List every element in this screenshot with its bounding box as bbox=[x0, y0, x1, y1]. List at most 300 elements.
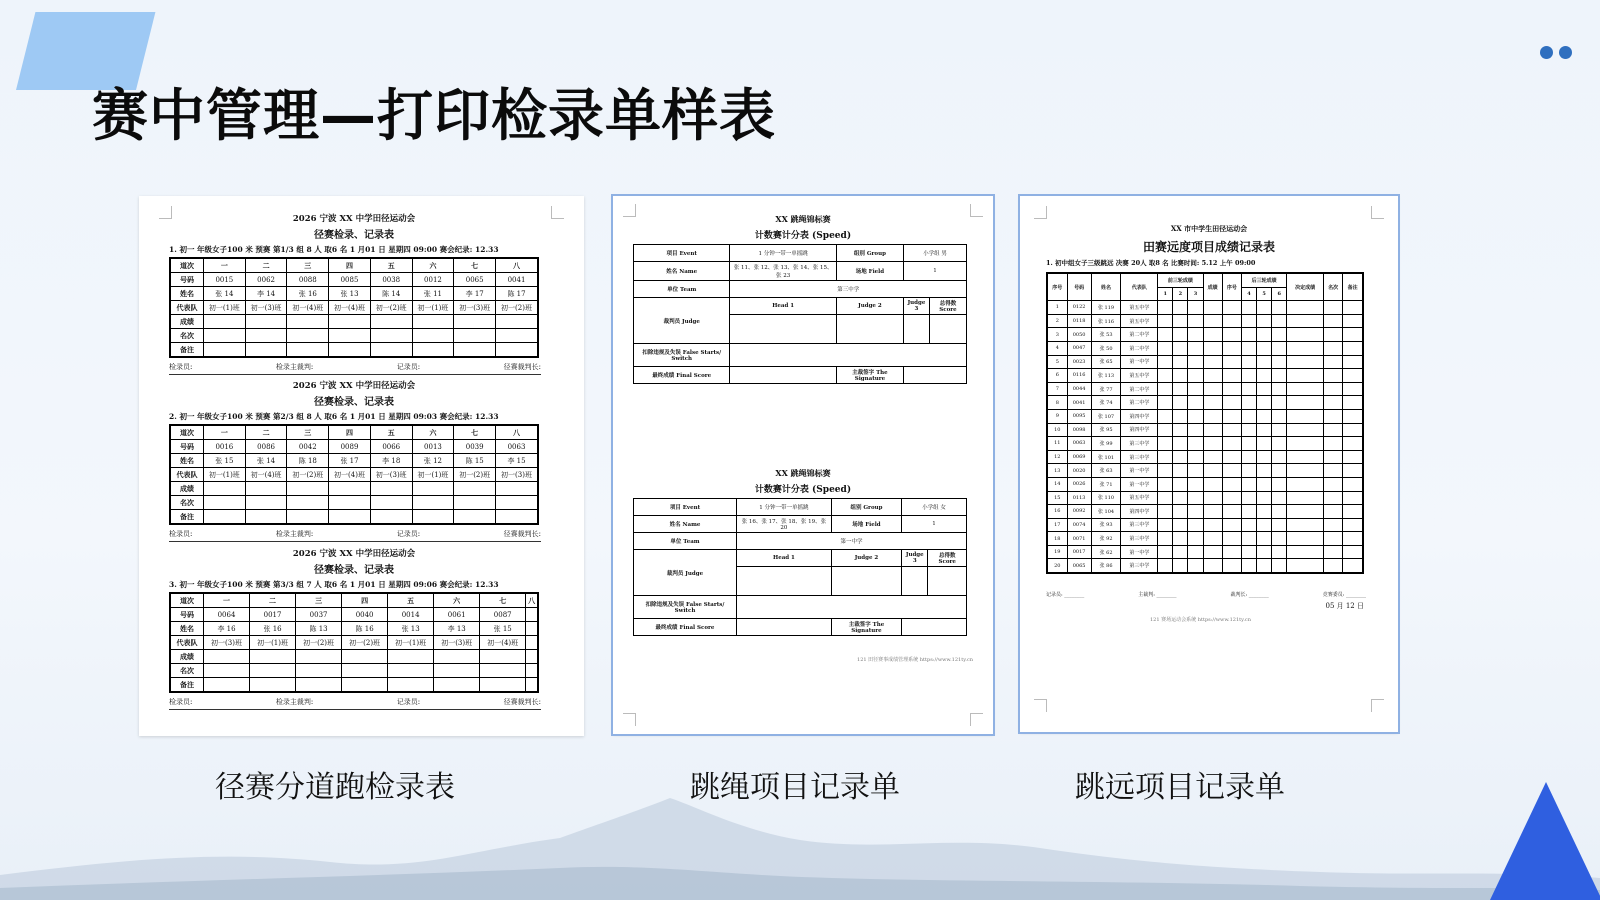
table-cell: Judge 3 bbox=[902, 550, 928, 567]
table-cell bbox=[329, 482, 371, 496]
table-cell: 总得数 Score bbox=[929, 298, 966, 315]
table-cell: 张 119 bbox=[1091, 301, 1121, 315]
table-cell bbox=[1158, 341, 1173, 355]
header-cell: 三 bbox=[287, 425, 329, 440]
heat-org: 2026 宁波 XX 中学田径运动会 bbox=[292, 549, 416, 559]
table-cell bbox=[1287, 314, 1324, 328]
table-cell: 0044 bbox=[1067, 382, 1091, 396]
table-cell bbox=[245, 315, 287, 329]
table-cell bbox=[1257, 328, 1272, 342]
table-cell bbox=[370, 329, 412, 343]
table-cell: 0074 bbox=[1067, 518, 1091, 532]
table-cell bbox=[1287, 301, 1324, 315]
table-cell bbox=[454, 496, 496, 510]
table-cell bbox=[496, 510, 538, 525]
header-cell: 一 bbox=[204, 258, 246, 273]
table-cell bbox=[1173, 518, 1188, 532]
table-cell bbox=[1188, 314, 1203, 328]
table-cell bbox=[329, 329, 371, 343]
table-cell bbox=[1203, 532, 1222, 546]
table-cell bbox=[329, 315, 371, 329]
table-cell bbox=[1222, 301, 1241, 315]
table-row bbox=[634, 516, 967, 533]
table-cell: 张 11 bbox=[412, 287, 454, 301]
table-row bbox=[170, 440, 538, 454]
table-row bbox=[1047, 328, 1363, 342]
table-row bbox=[170, 650, 538, 664]
table-cell bbox=[370, 315, 412, 329]
table-cell: 11 bbox=[1047, 437, 1067, 451]
table-cell: 第三中学 bbox=[1121, 532, 1158, 546]
table-cell: 0013 bbox=[412, 440, 454, 454]
table-cell bbox=[287, 329, 329, 343]
heat-table bbox=[169, 592, 539, 693]
table-cell: 1 bbox=[1047, 301, 1067, 315]
table-cell bbox=[1241, 328, 1256, 342]
table-cell: 张 110 bbox=[1091, 491, 1121, 505]
table-cell bbox=[388, 664, 434, 678]
table-cell: 13 bbox=[1047, 464, 1067, 478]
table-cell bbox=[1222, 314, 1241, 328]
table-cell bbox=[1287, 369, 1324, 383]
table-cell bbox=[1222, 328, 1241, 342]
table-row bbox=[1047, 505, 1363, 519]
table-cell bbox=[1203, 437, 1222, 451]
table-cell bbox=[1158, 518, 1173, 532]
table-cell bbox=[1222, 477, 1241, 491]
table-cell: 0014 bbox=[388, 608, 434, 622]
table-row bbox=[1047, 450, 1363, 464]
header-cell: 四 bbox=[329, 258, 371, 273]
table-cell bbox=[1343, 396, 1363, 410]
table-cell: 1 分钟一带一单摇跳 bbox=[730, 245, 836, 262]
table-cell bbox=[1188, 423, 1203, 437]
table-cell: 组别 Group bbox=[836, 245, 903, 262]
table-cell bbox=[1158, 545, 1173, 559]
table-cell bbox=[1203, 314, 1222, 328]
heat-table bbox=[169, 424, 539, 525]
table-cell bbox=[1173, 341, 1188, 355]
sheet3-date: 05 月 12 日 bbox=[1325, 602, 1364, 610]
table-cell bbox=[1241, 518, 1256, 532]
table-cell bbox=[1173, 369, 1188, 383]
table-cell: 19 bbox=[1047, 545, 1067, 559]
table-cell bbox=[204, 343, 246, 358]
table-cell bbox=[1173, 477, 1188, 491]
table-cell bbox=[1203, 409, 1222, 423]
table-cell bbox=[1241, 423, 1256, 437]
table-cell: 0062 bbox=[245, 273, 287, 287]
table-cell bbox=[1158, 505, 1173, 519]
table-cell: 9 bbox=[1047, 409, 1067, 423]
table-cell: 张 13 bbox=[329, 287, 371, 301]
table-row bbox=[170, 454, 538, 468]
sheet2-footer: 121 田径赛事成绩管理系统 https://www.121ty.cn bbox=[857, 657, 973, 663]
table-cell bbox=[204, 678, 250, 693]
table-cell bbox=[1158, 301, 1173, 315]
table-cell bbox=[928, 567, 967, 596]
table-row bbox=[170, 482, 538, 496]
table-cell bbox=[1257, 355, 1272, 369]
table-cell: 0050 bbox=[1067, 328, 1091, 342]
table-cell bbox=[736, 596, 966, 619]
table-cell bbox=[1188, 545, 1203, 559]
table-cell bbox=[1272, 314, 1287, 328]
table-row bbox=[1047, 518, 1363, 532]
table-cell: Judge 2 bbox=[836, 298, 903, 315]
page-title: 赛中管理—打印检录单样表 bbox=[92, 84, 776, 149]
table-cell bbox=[1188, 382, 1203, 396]
table-cell: 名次 bbox=[170, 329, 204, 343]
table-cell: 第三中学 bbox=[730, 281, 967, 298]
table-cell bbox=[204, 329, 246, 343]
table-cell bbox=[412, 482, 454, 496]
table-cell bbox=[342, 650, 388, 664]
table-cell bbox=[1272, 396, 1287, 410]
table-cell bbox=[342, 664, 388, 678]
header-cell: 七 bbox=[454, 425, 496, 440]
signature-label: 主裁判: ________ bbox=[1138, 592, 1177, 598]
table-cell: 姓名 bbox=[170, 622, 204, 636]
table-cell bbox=[1272, 341, 1287, 355]
table-cell bbox=[1343, 355, 1363, 369]
table-cell: 0039 bbox=[454, 440, 496, 454]
table-cell bbox=[1222, 559, 1241, 573]
table-cell bbox=[1188, 464, 1203, 478]
table-cell: 张 62 bbox=[1091, 545, 1121, 559]
table-row bbox=[634, 245, 967, 262]
table-cell bbox=[1272, 532, 1287, 546]
table-cell bbox=[1324, 518, 1343, 532]
decorative-triangle bbox=[1490, 782, 1600, 900]
table-cell: 张 86 bbox=[1091, 559, 1121, 573]
table-cell bbox=[1173, 355, 1188, 369]
table-cell bbox=[434, 664, 480, 678]
table-cell: 第四中学 bbox=[1121, 423, 1158, 437]
table-cell bbox=[1272, 450, 1287, 464]
table-row bbox=[1047, 545, 1363, 559]
header-cell: 后三轮成绩 bbox=[1241, 273, 1286, 287]
table-cell: 0038 bbox=[370, 273, 412, 287]
table-cell: 张 15 bbox=[480, 622, 526, 636]
header-cell: 名次 bbox=[1324, 273, 1343, 301]
table-row bbox=[634, 344, 967, 367]
table-cell bbox=[1272, 437, 1287, 451]
table-cell bbox=[329, 510, 371, 525]
table-cell: 初一(2)班 bbox=[496, 301, 538, 315]
header-cell: 道次 bbox=[170, 425, 204, 440]
table-cell: 张 71 bbox=[1091, 477, 1121, 491]
table-cell bbox=[1343, 382, 1363, 396]
table-cell bbox=[1257, 409, 1272, 423]
table-cell: 张 65 bbox=[1091, 355, 1121, 369]
table-cell bbox=[1241, 314, 1256, 328]
table-cell: 0037 bbox=[296, 608, 342, 622]
table-cell bbox=[1222, 464, 1241, 478]
table-cell: 0064 bbox=[204, 608, 250, 622]
document-rope-skipping[interactable] bbox=[613, 196, 993, 734]
table-cell bbox=[1287, 423, 1324, 437]
table-cell: 裁判员 Judge bbox=[634, 298, 730, 344]
table-row bbox=[1047, 532, 1363, 546]
header-cell: 三 bbox=[296, 593, 342, 608]
table-cell: 初一(4)班 bbox=[329, 468, 371, 482]
table-cell bbox=[1324, 437, 1343, 451]
table-cell: 第一中学 bbox=[1121, 464, 1158, 478]
table-cell: 第五中学 bbox=[1121, 491, 1158, 505]
table-row bbox=[170, 636, 538, 650]
table-cell: 0041 bbox=[1067, 396, 1091, 410]
table-cell: 陈 14 bbox=[370, 287, 412, 301]
table-cell: 张 12 bbox=[412, 454, 454, 468]
header-cell: 二 bbox=[245, 425, 287, 440]
header-cell: 三 bbox=[287, 258, 329, 273]
table-cell: 0122 bbox=[1067, 301, 1091, 315]
table-cell bbox=[412, 315, 454, 329]
table-cell: 初一(3)班 bbox=[454, 301, 496, 315]
signature-label: 检录员: bbox=[169, 698, 193, 706]
table-cell bbox=[1173, 491, 1188, 505]
table-cell: 组别 Group bbox=[831, 499, 901, 516]
table-cell: 初一(4)班 bbox=[287, 301, 329, 315]
signature-label: 记录员: bbox=[396, 363, 421, 371]
table-cell: 备注 bbox=[170, 510, 204, 525]
table-header-row bbox=[1047, 273, 1363, 287]
table-cell: 李 16 bbox=[204, 622, 250, 636]
form-title: 计数赛计分表 (Speed) bbox=[754, 485, 852, 495]
table-row bbox=[1047, 382, 1363, 396]
table-cell: 第二中学 bbox=[1121, 396, 1158, 410]
table-cell: 张 16、张 17、张 18、张 19、张 20 bbox=[736, 516, 831, 533]
table-row bbox=[170, 622, 538, 636]
caption-longjump: 跳远项目记录单 bbox=[1075, 770, 1285, 805]
table-cell bbox=[1272, 301, 1287, 315]
table-cell bbox=[1203, 450, 1222, 464]
table-cell bbox=[250, 664, 296, 678]
table-cell: 陈 17 bbox=[496, 287, 538, 301]
table-cell bbox=[1241, 355, 1256, 369]
table-cell bbox=[1241, 505, 1256, 519]
table-cell bbox=[245, 343, 287, 358]
table-cell bbox=[296, 650, 342, 664]
table-cell bbox=[454, 482, 496, 496]
table-cell bbox=[1203, 491, 1222, 505]
table-cell bbox=[1324, 464, 1343, 478]
table-cell bbox=[1257, 437, 1272, 451]
table-cell: 代表队 bbox=[170, 468, 204, 482]
signature-line bbox=[169, 362, 541, 375]
table-cell bbox=[1287, 341, 1324, 355]
table-cell bbox=[204, 496, 246, 510]
table-cell bbox=[1158, 464, 1173, 478]
form-org: XX 跳绳锦标赛 bbox=[775, 214, 831, 224]
table-cell bbox=[1324, 477, 1343, 491]
table-cell bbox=[287, 496, 329, 510]
table-cell: 单位 Team bbox=[634, 533, 737, 550]
table-cell bbox=[1203, 505, 1222, 519]
table-cell bbox=[296, 664, 342, 678]
table-cell bbox=[903, 315, 929, 344]
table-row bbox=[1047, 314, 1363, 328]
table-cell: 0017 bbox=[1067, 545, 1091, 559]
table-cell: 第三中学 bbox=[1121, 559, 1158, 573]
table-row bbox=[634, 619, 967, 636]
table-cell bbox=[250, 678, 296, 693]
table-cell: 姓名 Name bbox=[634, 262, 730, 281]
table-cell bbox=[329, 343, 371, 358]
signature-label: 竞赛委员: ________ bbox=[1322, 592, 1366, 598]
table-cell bbox=[1287, 477, 1324, 491]
table-cell: 初一(1)班 bbox=[412, 468, 454, 482]
header-cell: 备注 bbox=[1343, 273, 1363, 301]
table-cell: 主裁签字 The Signature bbox=[836, 367, 903, 384]
table-cell bbox=[1257, 450, 1272, 464]
table-cell bbox=[1222, 423, 1241, 437]
document-long-jump[interactable] bbox=[1020, 196, 1398, 732]
table-cell bbox=[1222, 355, 1241, 369]
signature-label: 径赛裁判长: bbox=[503, 363, 541, 371]
table-cell bbox=[736, 619, 831, 636]
table-cell bbox=[1188, 355, 1203, 369]
table-cell bbox=[1173, 559, 1188, 573]
table-cell: 张 116 bbox=[1091, 314, 1121, 328]
table-cell: 场地 Field bbox=[831, 516, 901, 533]
table-cell: 8 bbox=[1047, 396, 1067, 410]
table-cell: 0113 bbox=[1067, 491, 1091, 505]
table-cell: 第四中学 bbox=[1121, 409, 1158, 423]
table-cell: 陈 18 bbox=[287, 454, 329, 468]
header-cell: 成绩 bbox=[1203, 273, 1222, 301]
table-cell bbox=[245, 510, 287, 525]
form-title: 计数赛计分表 (Speed) bbox=[754, 231, 852, 241]
table-cell bbox=[1158, 437, 1173, 451]
table-cell: 成绩 bbox=[170, 650, 204, 664]
document-track-checkin[interactable] bbox=[139, 196, 584, 736]
table-cell bbox=[1173, 382, 1188, 396]
sheet3-title: 田赛远度项目成绩记录表 bbox=[1142, 240, 1275, 254]
header-cell: 道次 bbox=[170, 593, 204, 608]
table-cell: 姓名 bbox=[170, 454, 204, 468]
table-cell bbox=[1272, 518, 1287, 532]
signature-label: 检录主裁判: bbox=[275, 363, 314, 371]
table-cell: 张 107 bbox=[1091, 409, 1121, 423]
table-row bbox=[634, 550, 967, 567]
table-cell: 张 13 bbox=[388, 622, 434, 636]
table-cell bbox=[250, 650, 296, 664]
table-cell: 15 bbox=[1047, 491, 1067, 505]
table-cell: 3 bbox=[1047, 328, 1067, 342]
table-cell bbox=[1272, 464, 1287, 478]
table-cell bbox=[1343, 301, 1363, 315]
table-cell: 初一(2)班 bbox=[370, 301, 412, 315]
table-cell: 0095 bbox=[1067, 409, 1091, 423]
table-cell: Judge 3 bbox=[903, 298, 929, 315]
header-cell: 代表队 bbox=[1121, 273, 1158, 301]
table-cell bbox=[1272, 545, 1287, 559]
table-cell bbox=[1272, 369, 1287, 383]
header-cell: 1 bbox=[1158, 287, 1173, 301]
table-cell bbox=[1188, 532, 1203, 546]
table-cell bbox=[1173, 409, 1188, 423]
long-jump-table bbox=[1046, 272, 1364, 574]
header-cell: 3 bbox=[1188, 287, 1203, 301]
table-cell bbox=[1173, 545, 1188, 559]
table-cell: 16 bbox=[1047, 505, 1067, 519]
table-cell: 0015 bbox=[204, 273, 246, 287]
table-cell bbox=[1188, 341, 1203, 355]
table-cell: 初一(3)班 bbox=[496, 468, 538, 482]
table-cell bbox=[1241, 545, 1256, 559]
table-cell bbox=[730, 344, 967, 367]
table-cell bbox=[1343, 559, 1363, 573]
table-cell: 张 104 bbox=[1091, 505, 1121, 519]
sheet3-org: XX 市中学生田径运动会 bbox=[1170, 224, 1248, 233]
table-cell bbox=[496, 343, 538, 358]
table-cell: 号码 bbox=[170, 273, 204, 287]
table-row bbox=[1047, 437, 1363, 451]
table-cell bbox=[1188, 505, 1203, 519]
signature-label: 记录员: ________ bbox=[1046, 592, 1085, 598]
table-cell bbox=[1272, 355, 1287, 369]
table-cell bbox=[342, 678, 388, 693]
table-cell bbox=[902, 619, 967, 636]
table-cell bbox=[1324, 355, 1343, 369]
table-cell bbox=[287, 510, 329, 525]
table-cell: 初一(1)班 bbox=[250, 636, 296, 650]
signature-line bbox=[169, 697, 541, 710]
signature-label: 检录员: bbox=[169, 363, 193, 371]
table-cell bbox=[1324, 450, 1343, 464]
table-cell: 2 bbox=[1047, 314, 1067, 328]
table-cell bbox=[1287, 491, 1324, 505]
table-cell: 成绩 bbox=[170, 315, 204, 329]
table-cell bbox=[1222, 369, 1241, 383]
table-cell bbox=[1324, 559, 1343, 573]
table-row bbox=[170, 273, 538, 287]
table-cell bbox=[1222, 545, 1241, 559]
table-cell: 扣除违规及失误 False Starts/ Switch bbox=[634, 344, 730, 367]
table-cell: 张 50 bbox=[1091, 341, 1121, 355]
table-cell bbox=[1173, 505, 1188, 519]
table-row bbox=[170, 496, 538, 510]
header-cell: 序号 bbox=[1047, 273, 1067, 301]
table-cell: 初一(2)班 bbox=[296, 636, 342, 650]
table-cell bbox=[1257, 491, 1272, 505]
header-cell: 号码 bbox=[1067, 273, 1091, 301]
signature-label: 径赛裁判长: bbox=[503, 530, 541, 538]
table-cell: 0069 bbox=[1067, 450, 1091, 464]
table-cell bbox=[1257, 505, 1272, 519]
table-cell bbox=[1324, 341, 1343, 355]
table-cell bbox=[1241, 532, 1256, 546]
table-cell bbox=[526, 678, 538, 693]
heat-org: 2026 宁波 XX 中学田径运动会 bbox=[292, 381, 416, 391]
header-cell: 五 bbox=[370, 258, 412, 273]
table-cell bbox=[1287, 464, 1324, 478]
table-cell bbox=[1324, 396, 1343, 410]
table-cell: 18 bbox=[1047, 532, 1067, 546]
table-cell bbox=[526, 636, 538, 650]
table-cell: 第三中学 bbox=[1121, 450, 1158, 464]
caption-rope: 跳绳项目记录单 bbox=[690, 770, 900, 805]
header-cell: 二 bbox=[250, 593, 296, 608]
table-cell bbox=[1203, 382, 1222, 396]
table-cell bbox=[1272, 477, 1287, 491]
table-row bbox=[170, 343, 538, 358]
table-cell: 0012 bbox=[412, 273, 454, 287]
table-cell: 6 bbox=[1047, 369, 1067, 383]
table-cell bbox=[1257, 545, 1272, 559]
